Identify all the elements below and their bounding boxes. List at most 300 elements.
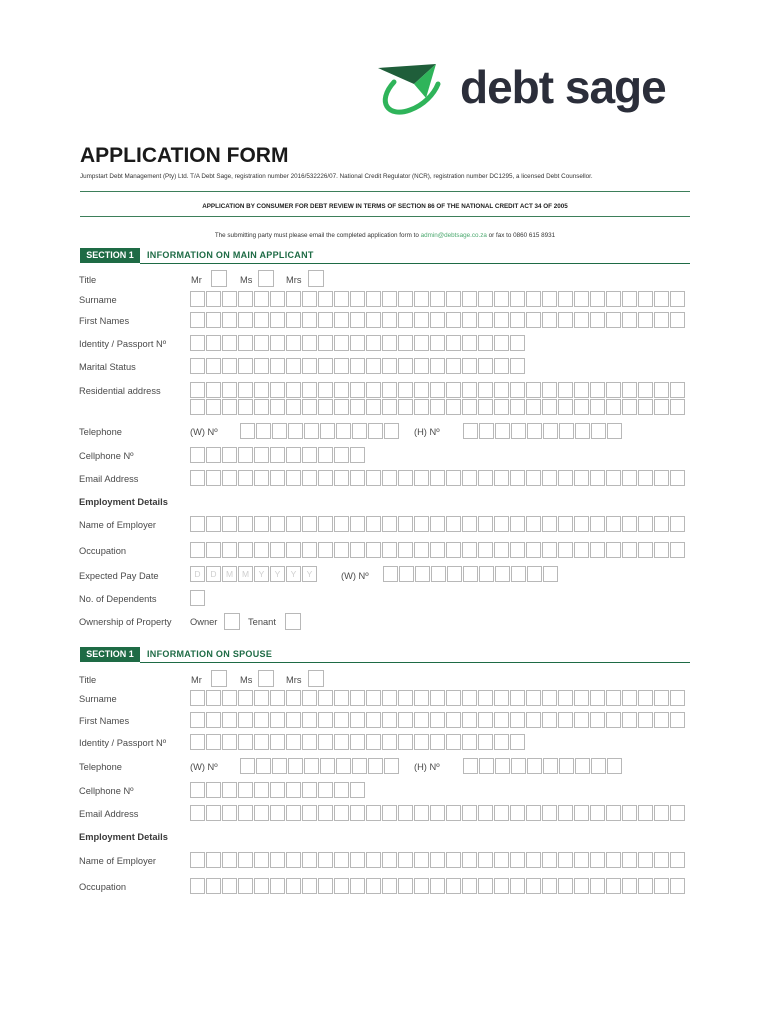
char-box[interactable] bbox=[463, 423, 478, 439]
char-box[interactable] bbox=[190, 358, 205, 374]
char-box[interactable] bbox=[222, 447, 237, 463]
char-box[interactable] bbox=[222, 852, 237, 868]
char-box[interactable] bbox=[350, 782, 365, 798]
char-box[interactable] bbox=[206, 542, 221, 558]
char-box[interactable] bbox=[302, 399, 317, 415]
char-box[interactable] bbox=[670, 291, 685, 307]
char-box[interactable] bbox=[590, 852, 605, 868]
char-box[interactable] bbox=[190, 590, 205, 606]
char-box[interactable] bbox=[462, 878, 477, 894]
char-box[interactable] bbox=[414, 542, 429, 558]
char-box[interactable] bbox=[510, 542, 525, 558]
spouse-surname-input[interactable] bbox=[190, 690, 686, 706]
char-box[interactable] bbox=[558, 805, 573, 821]
char-box[interactable] bbox=[382, 542, 397, 558]
first-names-input[interactable] bbox=[190, 312, 686, 328]
char-box[interactable] bbox=[558, 516, 573, 532]
char-box[interactable] bbox=[272, 423, 287, 439]
char-box[interactable] bbox=[206, 399, 221, 415]
char-box[interactable] bbox=[334, 712, 349, 728]
char-box[interactable] bbox=[190, 382, 205, 398]
char-box[interactable] bbox=[366, 399, 381, 415]
char-box[interactable] bbox=[494, 690, 509, 706]
pay-date-char-box[interactable]: Y bbox=[286, 566, 301, 582]
char-box[interactable] bbox=[398, 734, 413, 750]
char-box[interactable] bbox=[591, 423, 606, 439]
char-box[interactable] bbox=[526, 470, 541, 486]
char-box[interactable] bbox=[334, 291, 349, 307]
char-box[interactable] bbox=[318, 399, 333, 415]
char-box[interactable] bbox=[350, 312, 365, 328]
char-box[interactable] bbox=[478, 690, 493, 706]
char-box[interactable] bbox=[366, 358, 381, 374]
char-box[interactable] bbox=[479, 758, 494, 774]
char-box[interactable] bbox=[462, 399, 477, 415]
char-box[interactable] bbox=[607, 423, 622, 439]
char-box[interactable] bbox=[462, 690, 477, 706]
char-box[interactable] bbox=[318, 782, 333, 798]
char-box[interactable] bbox=[350, 447, 365, 463]
char-box[interactable] bbox=[270, 335, 285, 351]
char-box[interactable] bbox=[302, 734, 317, 750]
char-box[interactable] bbox=[638, 312, 653, 328]
char-box[interactable] bbox=[318, 335, 333, 351]
char-box[interactable] bbox=[622, 542, 637, 558]
char-box[interactable] bbox=[542, 470, 557, 486]
char-box[interactable] bbox=[446, 852, 461, 868]
char-box[interactable] bbox=[494, 399, 509, 415]
char-box[interactable] bbox=[414, 312, 429, 328]
char-box[interactable] bbox=[494, 734, 509, 750]
char-box[interactable] bbox=[430, 312, 445, 328]
char-box[interactable] bbox=[240, 758, 255, 774]
char-box[interactable] bbox=[190, 805, 205, 821]
char-box[interactable] bbox=[238, 782, 253, 798]
char-box[interactable] bbox=[430, 734, 445, 750]
spouse-work-number-input[interactable] bbox=[240, 758, 400, 774]
char-box[interactable] bbox=[590, 399, 605, 415]
char-box[interactable] bbox=[462, 712, 477, 728]
char-box[interactable] bbox=[302, 358, 317, 374]
char-box[interactable] bbox=[238, 399, 253, 415]
char-box[interactable] bbox=[254, 312, 269, 328]
char-box[interactable] bbox=[414, 291, 429, 307]
char-box[interactable] bbox=[446, 690, 461, 706]
char-box[interactable] bbox=[302, 782, 317, 798]
char-box[interactable] bbox=[206, 805, 221, 821]
char-box[interactable] bbox=[606, 470, 621, 486]
char-box[interactable] bbox=[510, 712, 525, 728]
pay-date-char-box[interactable]: M bbox=[238, 566, 253, 582]
char-box[interactable] bbox=[254, 852, 269, 868]
char-box[interactable] bbox=[478, 712, 493, 728]
char-box[interactable] bbox=[590, 712, 605, 728]
char-box[interactable] bbox=[384, 423, 399, 439]
char-box[interactable] bbox=[318, 878, 333, 894]
char-box[interactable] bbox=[190, 712, 205, 728]
char-box[interactable] bbox=[558, 470, 573, 486]
char-box[interactable] bbox=[334, 516, 349, 532]
char-box[interactable] bbox=[559, 423, 574, 439]
char-box[interactable] bbox=[590, 516, 605, 532]
char-box[interactable] bbox=[510, 399, 525, 415]
char-box[interactable] bbox=[510, 852, 525, 868]
char-box[interactable] bbox=[334, 470, 349, 486]
char-box[interactable] bbox=[478, 734, 493, 750]
char-box[interactable] bbox=[238, 382, 253, 398]
char-box[interactable] bbox=[654, 382, 669, 398]
char-box[interactable] bbox=[607, 758, 622, 774]
char-box[interactable] bbox=[430, 470, 445, 486]
char-box[interactable] bbox=[590, 470, 605, 486]
char-box[interactable] bbox=[638, 291, 653, 307]
char-box[interactable] bbox=[270, 516, 285, 532]
char-box[interactable] bbox=[670, 712, 685, 728]
char-box[interactable] bbox=[590, 382, 605, 398]
char-box[interactable] bbox=[494, 335, 509, 351]
char-box[interactable] bbox=[318, 516, 333, 532]
char-box[interactable] bbox=[446, 878, 461, 894]
char-box[interactable] bbox=[320, 423, 335, 439]
char-box[interactable] bbox=[606, 805, 621, 821]
char-box[interactable] bbox=[270, 382, 285, 398]
char-box[interactable] bbox=[318, 358, 333, 374]
char-box[interactable] bbox=[462, 312, 477, 328]
pay-date-char-box[interactable]: D bbox=[206, 566, 221, 582]
char-box[interactable] bbox=[511, 566, 526, 582]
char-box[interactable] bbox=[670, 516, 685, 532]
char-box[interactable] bbox=[270, 852, 285, 868]
char-box[interactable] bbox=[670, 690, 685, 706]
char-box[interactable] bbox=[254, 805, 269, 821]
email-input[interactable] bbox=[190, 470, 686, 486]
char-box[interactable] bbox=[606, 312, 621, 328]
char-box[interactable] bbox=[190, 542, 205, 558]
char-box[interactable] bbox=[206, 312, 221, 328]
char-box[interactable] bbox=[654, 291, 669, 307]
char-box[interactable] bbox=[638, 690, 653, 706]
char-box[interactable] bbox=[398, 358, 413, 374]
char-box[interactable] bbox=[302, 805, 317, 821]
char-box[interactable] bbox=[414, 712, 429, 728]
char-box[interactable] bbox=[447, 566, 462, 582]
char-box[interactable] bbox=[270, 470, 285, 486]
char-box[interactable] bbox=[414, 878, 429, 894]
char-box[interactable] bbox=[350, 878, 365, 894]
char-box[interactable] bbox=[654, 878, 669, 894]
char-box[interactable] bbox=[446, 335, 461, 351]
spouse-employer-input[interactable] bbox=[190, 852, 686, 868]
char-box[interactable] bbox=[542, 852, 557, 868]
char-box[interactable] bbox=[334, 335, 349, 351]
char-box[interactable] bbox=[591, 758, 606, 774]
char-box[interactable] bbox=[574, 291, 589, 307]
char-box[interactable] bbox=[238, 734, 253, 750]
char-box[interactable] bbox=[190, 312, 205, 328]
char-box[interactable] bbox=[494, 516, 509, 532]
char-box[interactable] bbox=[654, 805, 669, 821]
char-box[interactable] bbox=[240, 423, 255, 439]
char-box[interactable] bbox=[574, 542, 589, 558]
char-box[interactable] bbox=[622, 516, 637, 532]
char-box[interactable] bbox=[574, 852, 589, 868]
char-box[interactable] bbox=[304, 758, 319, 774]
char-box[interactable] bbox=[638, 852, 653, 868]
char-box[interactable] bbox=[590, 805, 605, 821]
char-box[interactable] bbox=[368, 423, 383, 439]
char-box[interactable] bbox=[478, 382, 493, 398]
char-box[interactable] bbox=[414, 399, 429, 415]
char-box[interactable] bbox=[286, 399, 301, 415]
char-box[interactable] bbox=[542, 312, 557, 328]
char-box[interactable] bbox=[430, 291, 445, 307]
char-box[interactable] bbox=[334, 782, 349, 798]
char-box[interactable] bbox=[366, 805, 381, 821]
char-box[interactable] bbox=[302, 312, 317, 328]
char-box[interactable] bbox=[272, 758, 287, 774]
char-box[interactable] bbox=[511, 423, 526, 439]
char-box[interactable] bbox=[494, 291, 509, 307]
char-box[interactable] bbox=[398, 805, 413, 821]
char-box[interactable] bbox=[446, 712, 461, 728]
char-box[interactable] bbox=[463, 566, 478, 582]
char-box[interactable] bbox=[206, 852, 221, 868]
char-box[interactable] bbox=[398, 878, 413, 894]
char-box[interactable] bbox=[366, 734, 381, 750]
char-box[interactable] bbox=[366, 878, 381, 894]
char-box[interactable] bbox=[302, 516, 317, 532]
char-box[interactable] bbox=[366, 312, 381, 328]
char-box[interactable] bbox=[670, 542, 685, 558]
char-box[interactable] bbox=[238, 852, 253, 868]
char-box[interactable] bbox=[622, 470, 637, 486]
char-box[interactable] bbox=[350, 852, 365, 868]
char-box[interactable] bbox=[638, 470, 653, 486]
char-box[interactable] bbox=[511, 758, 526, 774]
char-box[interactable] bbox=[222, 782, 237, 798]
char-box[interactable] bbox=[462, 291, 477, 307]
char-box[interactable] bbox=[286, 470, 301, 486]
char-box[interactable] bbox=[574, 805, 589, 821]
char-box[interactable] bbox=[222, 734, 237, 750]
char-box[interactable] bbox=[318, 291, 333, 307]
char-box[interactable] bbox=[558, 382, 573, 398]
char-box[interactable] bbox=[398, 690, 413, 706]
char-box[interactable] bbox=[222, 312, 237, 328]
char-box[interactable] bbox=[270, 734, 285, 750]
char-box[interactable] bbox=[526, 805, 541, 821]
char-box[interactable] bbox=[414, 382, 429, 398]
char-box[interactable] bbox=[222, 358, 237, 374]
char-box[interactable] bbox=[286, 878, 301, 894]
char-box[interactable] bbox=[206, 734, 221, 750]
char-box[interactable] bbox=[366, 291, 381, 307]
char-box[interactable] bbox=[606, 382, 621, 398]
char-box[interactable] bbox=[526, 878, 541, 894]
char-box[interactable] bbox=[304, 423, 319, 439]
char-box[interactable] bbox=[302, 852, 317, 868]
char-box[interactable] bbox=[190, 690, 205, 706]
char-box[interactable] bbox=[430, 852, 445, 868]
char-box[interactable] bbox=[415, 566, 430, 582]
char-box[interactable] bbox=[478, 291, 493, 307]
char-box[interactable] bbox=[526, 712, 541, 728]
char-box[interactable] bbox=[575, 423, 590, 439]
char-box[interactable] bbox=[286, 335, 301, 351]
char-box[interactable] bbox=[302, 470, 317, 486]
char-box[interactable] bbox=[382, 291, 397, 307]
char-box[interactable] bbox=[366, 516, 381, 532]
char-box[interactable] bbox=[222, 335, 237, 351]
char-box[interactable] bbox=[254, 291, 269, 307]
char-box[interactable] bbox=[206, 516, 221, 532]
surname-input[interactable] bbox=[190, 291, 686, 307]
char-box[interactable] bbox=[398, 291, 413, 307]
char-box[interactable] bbox=[334, 358, 349, 374]
char-box[interactable] bbox=[222, 291, 237, 307]
char-box[interactable] bbox=[190, 447, 205, 463]
char-box[interactable] bbox=[526, 690, 541, 706]
char-box[interactable] bbox=[270, 399, 285, 415]
char-box[interactable] bbox=[254, 878, 269, 894]
marital-status-input[interactable] bbox=[190, 358, 526, 374]
char-box[interactable] bbox=[238, 712, 253, 728]
char-box[interactable] bbox=[622, 690, 637, 706]
char-box[interactable] bbox=[574, 516, 589, 532]
char-box[interactable] bbox=[190, 734, 205, 750]
char-box[interactable] bbox=[366, 542, 381, 558]
char-box[interactable] bbox=[238, 878, 253, 894]
char-box[interactable] bbox=[510, 470, 525, 486]
char-box[interactable] bbox=[542, 291, 557, 307]
char-box[interactable] bbox=[559, 758, 574, 774]
char-box[interactable] bbox=[382, 516, 397, 532]
char-box[interactable] bbox=[510, 291, 525, 307]
residential-address-line2[interactable] bbox=[190, 399, 686, 415]
char-box[interactable] bbox=[254, 470, 269, 486]
char-box[interactable] bbox=[526, 852, 541, 868]
char-box[interactable] bbox=[670, 852, 685, 868]
char-box[interactable] bbox=[270, 358, 285, 374]
char-box[interactable] bbox=[302, 335, 317, 351]
char-box[interactable] bbox=[638, 382, 653, 398]
char-box[interactable] bbox=[238, 470, 253, 486]
char-box[interactable] bbox=[302, 382, 317, 398]
char-box[interactable] bbox=[398, 399, 413, 415]
pay-work-number-input[interactable] bbox=[383, 566, 559, 582]
char-box[interactable] bbox=[286, 291, 301, 307]
char-box[interactable] bbox=[382, 382, 397, 398]
char-box[interactable] bbox=[238, 335, 253, 351]
char-box[interactable] bbox=[336, 423, 351, 439]
char-box[interactable] bbox=[478, 878, 493, 894]
char-box[interactable] bbox=[334, 878, 349, 894]
char-box[interactable] bbox=[462, 542, 477, 558]
pay-date-char-box[interactable]: M bbox=[222, 566, 237, 582]
char-box[interactable] bbox=[398, 712, 413, 728]
char-box[interactable] bbox=[238, 291, 253, 307]
char-box[interactable] bbox=[350, 399, 365, 415]
char-box[interactable] bbox=[222, 805, 237, 821]
char-box[interactable] bbox=[206, 447, 221, 463]
spouse-occupation-input[interactable] bbox=[190, 878, 686, 894]
char-box[interactable] bbox=[286, 382, 301, 398]
char-box[interactable] bbox=[430, 399, 445, 415]
char-box[interactable] bbox=[366, 335, 381, 351]
char-box[interactable] bbox=[495, 423, 510, 439]
char-box[interactable] bbox=[414, 690, 429, 706]
char-box[interactable] bbox=[430, 358, 445, 374]
char-box[interactable] bbox=[510, 734, 525, 750]
char-box[interactable] bbox=[302, 542, 317, 558]
char-box[interactable] bbox=[478, 335, 493, 351]
char-box[interactable] bbox=[318, 805, 333, 821]
char-box[interactable] bbox=[446, 312, 461, 328]
char-box[interactable] bbox=[270, 782, 285, 798]
char-box[interactable] bbox=[254, 734, 269, 750]
char-box[interactable] bbox=[222, 690, 237, 706]
char-box[interactable] bbox=[286, 805, 301, 821]
char-box[interactable] bbox=[334, 382, 349, 398]
char-box[interactable] bbox=[398, 335, 413, 351]
char-box[interactable] bbox=[654, 542, 669, 558]
char-box[interactable] bbox=[462, 382, 477, 398]
char-box[interactable] bbox=[336, 758, 351, 774]
char-box[interactable] bbox=[606, 690, 621, 706]
char-box[interactable] bbox=[190, 470, 205, 486]
char-box[interactable] bbox=[654, 712, 669, 728]
char-box[interactable] bbox=[558, 852, 573, 868]
char-box[interactable] bbox=[366, 470, 381, 486]
char-box[interactable] bbox=[190, 852, 205, 868]
char-box[interactable] bbox=[430, 805, 445, 821]
char-box[interactable] bbox=[446, 470, 461, 486]
char-box[interactable] bbox=[542, 516, 557, 532]
spouse-title-ms-checkbox[interactable] bbox=[258, 670, 274, 687]
char-box[interactable] bbox=[222, 516, 237, 532]
char-box[interactable] bbox=[384, 758, 399, 774]
char-box[interactable] bbox=[398, 542, 413, 558]
char-box[interactable] bbox=[254, 542, 269, 558]
char-box[interactable] bbox=[462, 516, 477, 532]
occupation-input[interactable] bbox=[190, 542, 686, 558]
char-box[interactable] bbox=[254, 447, 269, 463]
char-box[interactable] bbox=[574, 712, 589, 728]
char-box[interactable] bbox=[382, 399, 397, 415]
char-box[interactable] bbox=[318, 852, 333, 868]
char-box[interactable] bbox=[288, 758, 303, 774]
char-box[interactable] bbox=[350, 516, 365, 532]
char-box[interactable] bbox=[542, 542, 557, 558]
char-box[interactable] bbox=[590, 878, 605, 894]
char-box[interactable] bbox=[622, 805, 637, 821]
char-box[interactable] bbox=[622, 291, 637, 307]
char-box[interactable] bbox=[206, 291, 221, 307]
char-box[interactable] bbox=[382, 690, 397, 706]
char-box[interactable] bbox=[479, 566, 494, 582]
char-box[interactable] bbox=[654, 852, 669, 868]
spouse-first-names-input[interactable] bbox=[190, 712, 686, 728]
char-box[interactable] bbox=[334, 447, 349, 463]
char-box[interactable] bbox=[366, 712, 381, 728]
char-box[interactable] bbox=[350, 734, 365, 750]
char-box[interactable] bbox=[654, 312, 669, 328]
char-box[interactable] bbox=[368, 758, 383, 774]
char-box[interactable] bbox=[478, 516, 493, 532]
char-box[interactable] bbox=[270, 291, 285, 307]
char-box[interactable] bbox=[414, 516, 429, 532]
char-box[interactable] bbox=[430, 690, 445, 706]
